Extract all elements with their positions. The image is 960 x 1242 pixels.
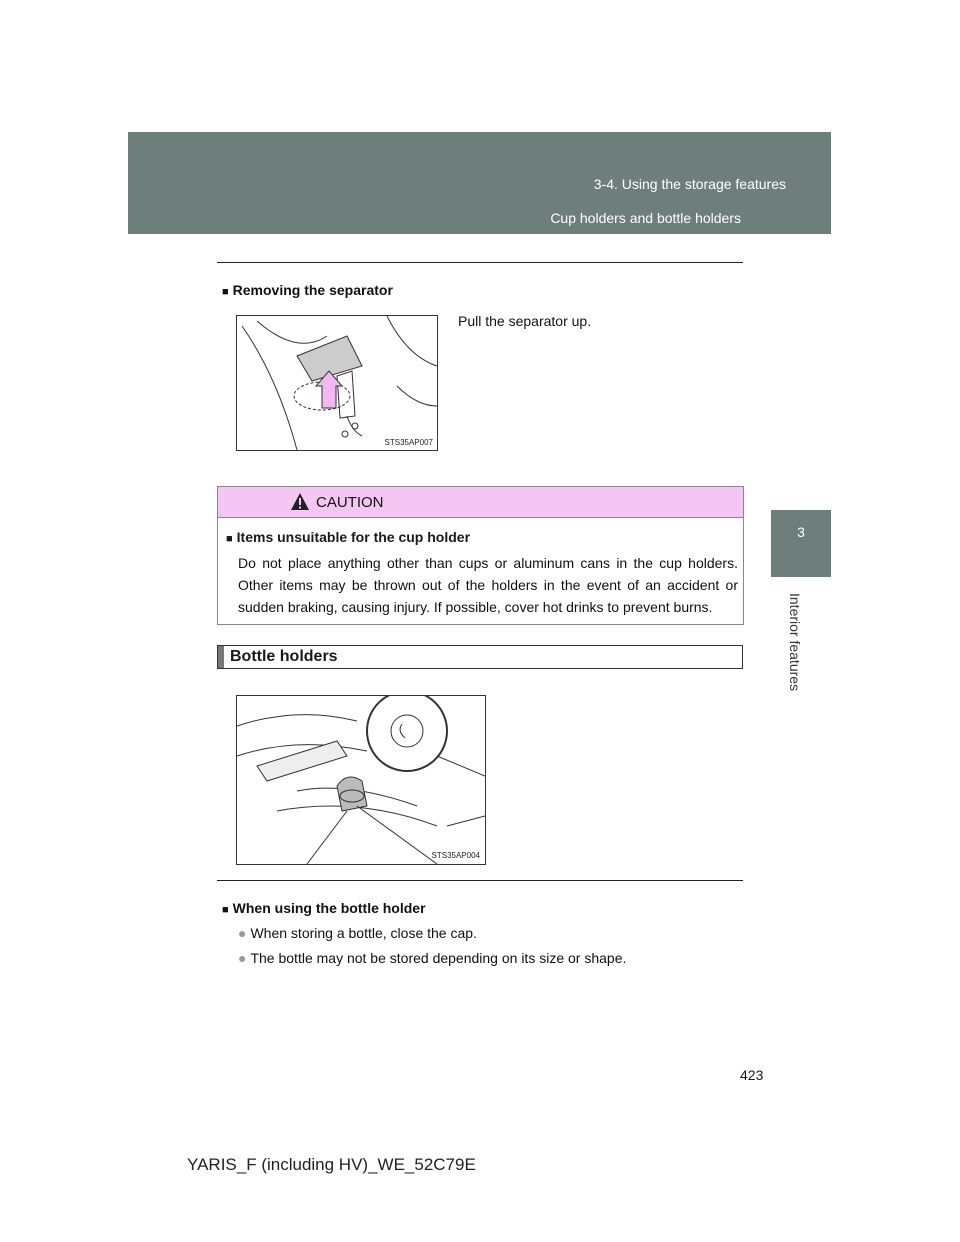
bottle-notes-heading-text: When using the bottle holder xyxy=(232,900,426,916)
chapter-tab: 3 xyxy=(771,510,831,577)
bottle-notes-heading xyxy=(222,900,426,916)
section-title: 3-4. Using the storage features xyxy=(593,176,786,192)
square-bullet-icon: ■ xyxy=(222,286,229,298)
bottle-section-title: Bottle holders xyxy=(230,648,338,665)
removing-heading xyxy=(222,282,393,298)
caution-title: CAUTION xyxy=(316,494,384,511)
caution-text: Do not place anything other than cups or aluminum cans in the cup holders. Other items may be thrown out of the holders in the event of an accident or sudden braking, causing injury. If possible, cover hot drinks to prevent burns. xyxy=(238,555,738,615)
list-item xyxy=(238,950,626,966)
warning-icon xyxy=(290,492,310,512)
subsection-title: Cup holders and bottle holders xyxy=(550,210,741,226)
list-item-text: When storing a bottle, close the cap. xyxy=(250,925,477,941)
footer-code: YARIS_F (including HV)_WE_52C79E xyxy=(187,1155,476,1174)
section-accent xyxy=(218,646,224,668)
square-bullet-icon: ■ xyxy=(222,904,229,916)
caution-subheading xyxy=(226,529,470,545)
square-bullet-icon: ■ xyxy=(226,533,233,545)
list-item xyxy=(238,925,477,941)
removing-heading-text: Removing the separator xyxy=(232,282,393,298)
separator-illustration xyxy=(237,316,437,450)
figure-code: STS35AP007 xyxy=(384,438,433,447)
figure-code: STS35AP004 xyxy=(431,851,480,860)
chapter-label: Interior features xyxy=(787,593,803,692)
divider xyxy=(217,262,743,263)
dot-bullet-icon: ● xyxy=(238,925,247,941)
header-band xyxy=(128,132,831,234)
separator-figure xyxy=(236,315,438,451)
caution-header xyxy=(218,487,743,518)
divider xyxy=(217,880,743,881)
bottle-holder-illustration xyxy=(237,696,485,864)
removing-instruction: Pull the separator up. xyxy=(458,313,592,329)
list-item-text: The bottle may not be stored depending on its size or shape. xyxy=(250,950,627,966)
page-number: 423 xyxy=(740,1067,764,1083)
caution-box xyxy=(217,486,744,625)
caution-subheading-text: Items unsuitable for the cup holder xyxy=(236,529,471,545)
dot-bullet-icon: ● xyxy=(238,950,247,966)
bottle-holder-figure xyxy=(236,695,486,865)
bottle-section-header xyxy=(217,645,743,669)
